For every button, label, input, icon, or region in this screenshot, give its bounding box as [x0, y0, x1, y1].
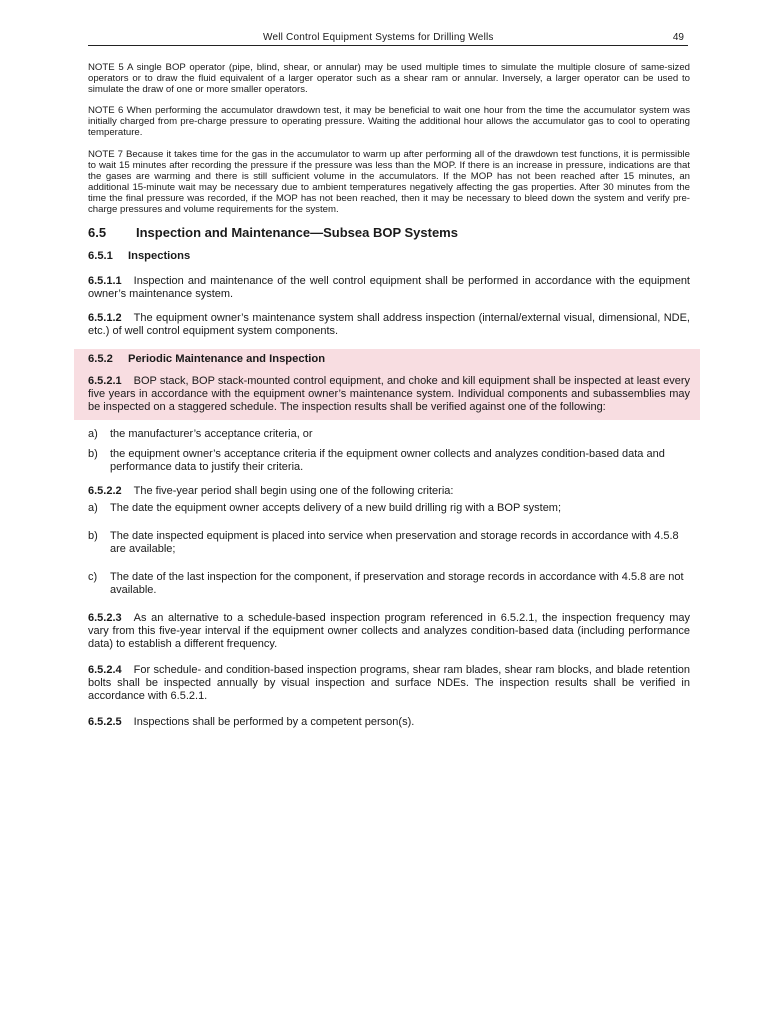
section-number: 6.5	[88, 225, 107, 241]
page-body	[88, 62, 690, 740]
highlighted-region	[74, 349, 700, 420]
paragraph-6-5-1-2	[88, 312, 690, 338]
section-title: Inspection and Maintenance—Subsea BOP Systems	[136, 225, 458, 241]
list-text: the equipment owner’s acceptance criteria if the equipment owner collects and analyzes condition-based data and performance data to justify their criteria.	[110, 448, 665, 474]
note-7: NOTE 7 Because it takes time for the gas in the accumulator to warm up after performing all of the drawdown test functions, it is permissible to wait 15 minutes after recording the pressure if the pressure was less than the MOP. If there is an increase in pressure, indications are that the gases are warming and there is still sufficient volume in the accumulators. If the MOP has not been reached after 15 minutes, an additional 15-minute wait may be necessary due to ambient temperatures negatively affecting the gas properties. After 30 minutes from the time the final pressure was recorded, if the MOP has not been reached, then it may be necessary to bleed down the system and verify pre-charge pressures and volume requirements for the system.	[88, 148, 690, 216]
page-number: 49	[672, 32, 684, 43]
note-6: NOTE 6 When performing the accumulator drawdown test, it may be beneficial to wait one hour from the time the accumulator system was initially charged from pre-charge pressure to operating pressure. Waiting the additional hour allows the accumulator gas to cool to operating temperature.	[88, 105, 690, 139]
paragraph-6-5-2-1	[88, 375, 690, 414]
paragraph-text: The equipment owner’s maintenance system shall address inspection (internal/external visual, dimensional, NDE, etc.) of well control equipment system components.	[88, 312, 690, 338]
list-item	[88, 530, 690, 556]
list-text: The date of the last inspection for the component, if preservation and storage records in accordance with 4.5.8 are not available.	[110, 571, 684, 597]
paragraph-text: Inspections shall be performed by a competent person(s).	[133, 716, 415, 729]
paragraph-number: 6.5.2.1	[88, 375, 122, 388]
paragraph-6-5-1-1	[88, 275, 690, 301]
paragraph-text: Inspection and maintenance of the well control equipment shall be performed in accordance with the equipment owner’s maintenance system.	[88, 275, 690, 301]
list-text: The date inspected equipment is placed into service when preservation and storage records in accordance with 4.5.8 are available;	[110, 530, 679, 556]
running-header	[88, 32, 688, 46]
list-item	[88, 502, 690, 515]
paragraph-6-5-2-3	[88, 612, 690, 651]
paragraph-text: The five-year period shall begin using one of the following criteria:	[133, 485, 454, 498]
list-letter: a)	[88, 428, 98, 441]
list-item	[88, 448, 690, 474]
section-heading-6-5	[88, 225, 690, 240]
subsection-title: Periodic Maintenance and Inspection	[128, 353, 326, 366]
list-letter: b)	[88, 448, 98, 461]
paragraph-text: As an alternative to a schedule-based inspection program referenced in 6.5.2.1, the inspection frequency may vary from this five-year interval if the equipment owner collects and analyzes condition-based data (including performance data) to establish a different frequency.	[88, 612, 690, 651]
list-text: the manufacturer’s acceptance criteria, or	[110, 428, 313, 441]
paragraph-number: 6.5.2.5	[88, 716, 122, 729]
subsection-heading-6-5-1	[88, 250, 690, 262]
list-item	[88, 571, 690, 597]
list-letter: a)	[88, 502, 98, 515]
header-title: Well Control Equipment Systems for Drilling Wells	[263, 32, 494, 43]
paragraph-6-5-2-2	[88, 485, 690, 498]
subsection-number: 6.5.1	[88, 250, 113, 263]
note-5: NOTE 5 A single BOP operator (pipe, blind, shear, or annular) may be used multiple times to simulate the multiple closure of same-sized operators or to draw the fluid equivalent of a larger operator such as a shear ram or annular. Inversely, a larger operator can be used to simulate the draw of one or more smaller operators.	[88, 62, 690, 96]
paragraph-6-5-2-4	[88, 664, 690, 703]
subsection-title: Inspections	[128, 250, 191, 263]
paragraph-number: 6.5.2.3	[88, 612, 122, 625]
list-item	[88, 428, 690, 441]
subsection-number: 6.5.2	[88, 353, 113, 366]
subsection-heading-6-5-2	[88, 353, 690, 365]
paragraph-number: 6.5.2.4	[88, 664, 122, 677]
paragraph-number: 6.5.2.2	[88, 485, 122, 498]
paragraph-number: 6.5.1.1	[88, 275, 122, 288]
list-letter: c)	[88, 571, 98, 584]
list-text: The date the equipment owner accepts delivery of a new build drilling rig with a BOP system;	[110, 502, 562, 515]
paragraph-number: 6.5.1.2	[88, 312, 122, 325]
paragraph-6-5-2-5	[88, 716, 690, 729]
paragraph-text: BOP stack, BOP stack-mounted control equipment, and choke and kill equipment shall be inspected at least every five years in accordance with the equipment owner’s maintenance system. Individual components and subassemblies may be inspected on a staggered schedule. The inspection results shall be verified against one of the following:	[88, 375, 690, 414]
list-letter: b)	[88, 530, 98, 543]
paragraph-text: For schedule- and condition-based inspection programs, shear ram blades, shear ram blocks, and blade retention bolts shall be inspected annually by visual inspection and surface NDEs. The inspection results shall be verified in accordance with 6.5.2.1.	[88, 664, 690, 703]
